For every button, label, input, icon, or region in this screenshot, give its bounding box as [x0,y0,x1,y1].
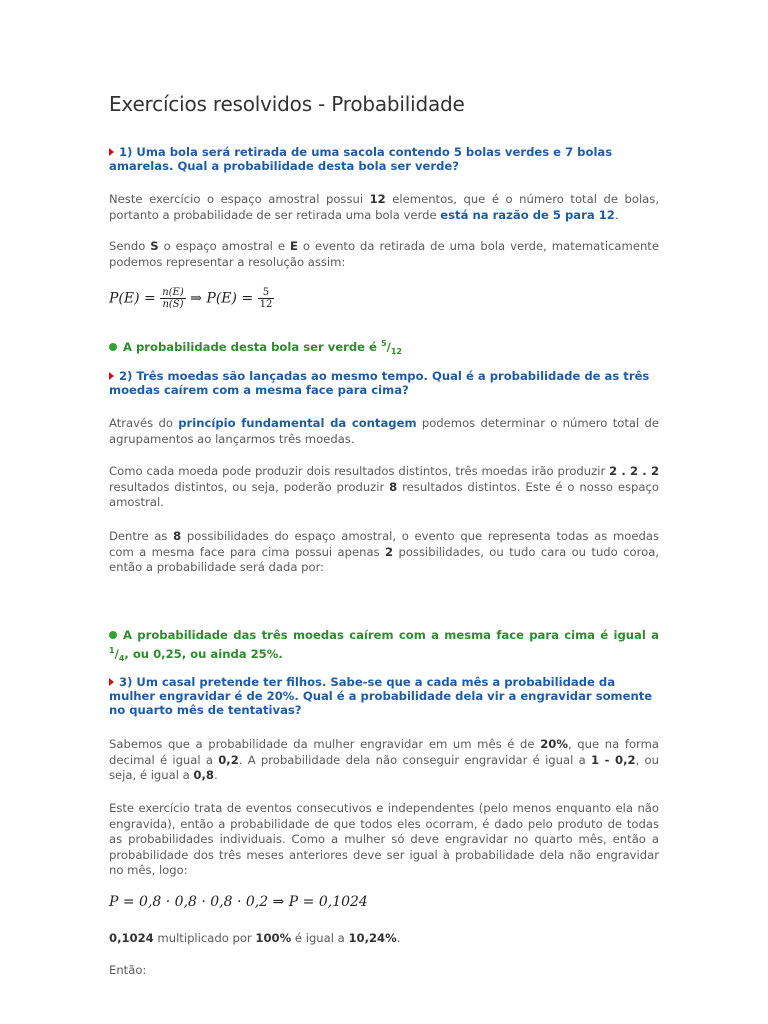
q3-paragraph-3: 0,1024 multiplicado por 100% é igual a 10,24%. [109,931,401,945]
green-dot-icon [109,343,117,351]
q2-answer: A probabilidade das três moedas caírem com a mesma face para cima é igual a $^1/_4$, ou 0,25, ou ainda 25%. [109,628,659,664]
red-arrow-icon [109,678,114,686]
question-3: 3) Um casal pretende ter filhos. Sabe-se que a cada mês a probabilidade da mulher engravidar é de 20%. Qual é a probabilidade dela vir a engravidar somente no quarto mês de tentativas? [109,675,653,717]
q2-paragraph-3: Dentre as 8 possibilidades do espaço amostral, o evento que representa todas as moedas com a mesma face para cima possui apenas 2 possibilidades, ou tudo cara ou tudo coroa, então a probabilidade será dada por: [109,529,659,574]
green-dot-icon [109,631,117,639]
fraction-nE-nS: $\frac{n(E)}{n(S)}$ [162,287,184,310]
red-arrow-icon [109,148,114,156]
q1-formula: P(E) = $\frac{n(E)}{n(S)}$ ⇒ P(E) = $\frac{5}{12}$ [109,287,273,310]
q1-paragraph-1: Neste exercício o espaço amostral possui 12 elementos, que é o número total de bolas, portanto a probabilidade de ser retirada uma bola verde está na razão de 5 para 12. [109,192,659,222]
article [109,92,660,977]
q2-paragraph-1: Através do princípio fundamental da contagem podemos determinar o número total de agrupamentos ao lançarmos três moedas. [109,416,659,446]
q3-formula: P = 0,8 · 0,8 · 0,8 · 0,2 ⇒ P = 0,1024 [109,894,368,910]
red-arrow-icon [109,372,114,380]
q1-paragraph-2: Sendo S o espaço amostral e E o evento da retirada de uma bola verde, matematicamente podemos representar a resolução assim: [109,239,659,269]
question-2: 2) Três moedas são lançadas ao mesmo tempo. Qual é a probabilidade de as três moedas caírem com a mesma face para cima? [109,369,650,397]
q3-paragraph-2: Este exercício trata de eventos consecutivos e independentes (pelo menos enquanto ela não engravida), então a probabilidade de que todos eles ocorram, é dado pelo produto de todas as probabilidades individuais. Como a mulher só deve engravidar no quarto mês, então a probabilidade dos três meses anteriores deve ser igual à probabilidade dela não engravidar no mês, logo: [109,801,659,877]
page-title: Exercícios resolvidos - Probabilidade [109,92,465,116]
link-principio-fundamental[interactable]: princípio fundamental da contagem [178,416,417,430]
q1-answer: A probabilidade desta bola ser verde é $^5/_{12}$ [109,336,659,359]
fraction-5-12: $\frac{5}{12}$ [259,287,273,310]
q2-paragraph-2: Como cada moeda pode produzir dois resultados distintos, três moedas irão produzir 2 . 2 . 2 resultados distintos, ou seja, poderão produzir 8 resultados distintos. Este é o nosso espaço amostral. [109,464,660,509]
q3-paragraph-1: Sabemos que a probabilidade da mulher engravidar em um mês é de 20%, que na forma decimal é igual a 0,2. A probabilidade dela não conseguir engravidar é igual a 1 - 0,2, ou seja, é igual a 0,8. [109,737,660,782]
q3-paragraph-4: Então: [109,963,147,977]
question-1: 1) Uma bola será retirada de uma sacola contendo 5 bolas verdes e 7 bolas amarelas. Qual a probabilidade desta bola ser verde? [109,145,613,173]
